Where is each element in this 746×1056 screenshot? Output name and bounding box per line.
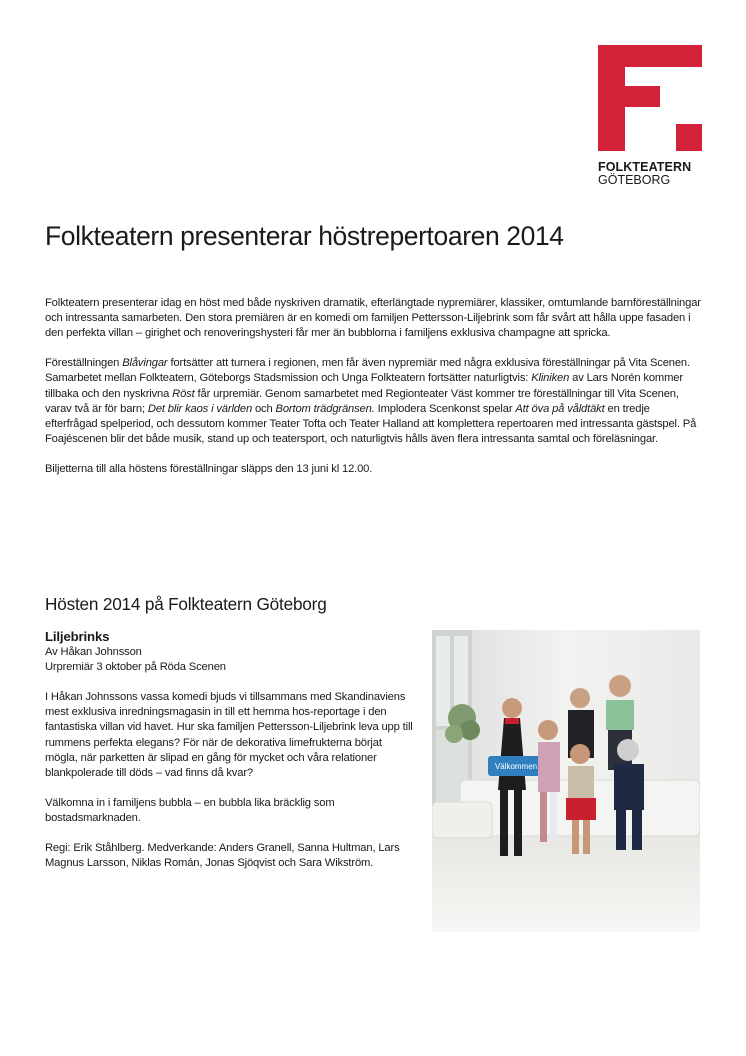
show-title: Liljebrinks [45, 629, 110, 644]
cast-photo [432, 630, 700, 932]
page-title: Folkteatern presenterar höstrepertoaren 2014 [45, 221, 564, 251]
folkteatern-f-mark-icon [598, 45, 702, 151]
section-title: Hösten 2014 på Folkteatern Göteborg [45, 594, 327, 614]
intro-paragraph-3: Biljetterna till alla höstens föreställningar släpps den 13 juni kl 12.00. [45, 463, 373, 476]
folkteatern-logo [598, 45, 702, 151]
show-paragraph-2: Välkomna in i familjens bubbla – en bubbla lika bräcklig som bostadsmarknaden. [45, 796, 335, 825]
intro-paragraph-1: Folkteatern presenterar idag en höst med både nyskriven dramatik, efterlängtade nypremiärer, klassiker, omtumlande barnföreställningar och intressanta samarbeten. Den stora premiären är en komedi om familjen Pettersson-Liljebrink som får svårt att hålla uppe fasaden i den perfekta villan – girighet och renoveringshysteri får mer än bubblorna i familjens exklusiva champagne att spricka. [45, 297, 701, 340]
logo-name: FOLKTEATERN [598, 160, 692, 174]
logo-city: GÖTEBORG [598, 173, 671, 187]
welcome-sign-text: Välkommen [494, 762, 538, 771]
intro-text [45, 296, 705, 492]
show-paragraph-1: I Håkan Johnssons vassa komedi bjuds vi tillsammans med Skandinaviens mest exklusiva inredningsmagasin in till ett hemma hos-reportage i den fantastiska villan vid havet. Hur ska familjen Pettersson-Liljebrink leva upp till rummens perfekta elegans? För när de dekorativa limefrukterna börjat mögla, när parketten är slipad en gång för mycket och våra relationer blankpolerade till döds – vad finns då kvar? [45, 691, 413, 779]
show-credits: Regi: Erik Ståhlberg. Medverkande: Anders Granell, Sanna Hultman, Lars Magnus Larsson, Niklas Román, Jonas Sjöqvist och Sara Wikström. [45, 842, 400, 870]
show-premiere: Urpremiär 3 oktober på Röda Scenen [45, 661, 226, 674]
show-block [45, 629, 415, 887]
show-author: Av Håkan Johnsson [45, 646, 142, 658]
intro-paragraph-2: Föreställningen Blåvingar fortsätter att turnera i regionen, men får även nypremiär med några exklusiva föreställningar på Vita Scenen. Samarbetet mellan Folkteatern, Göteborgs Stadsmission och Unga Folkteatern fortsätter naturligtvis: Kliniken av Lars Norén kommer tillbaka och den nyskrivna Röst får urpremiär. Genom samarbetet med Regionteater Väst kommer tre föreställningar till Vita Scenen, varav två är för barn; Det blir kaos i världen och Bortom trädgränsen. Implodera Scenkonst spelar Att öva på våldtäkt en tredje efterfrågad spelperiod, och dessutom kommer Teater Tofta och Teater Halland att komplettera repertoaren med intressanta gästspel. På Foajéscenen blir det både musik, stand up och teatersport, och naturligtvis hålls även flera intressanta samtal och föreläsningar. [45, 357, 697, 445]
